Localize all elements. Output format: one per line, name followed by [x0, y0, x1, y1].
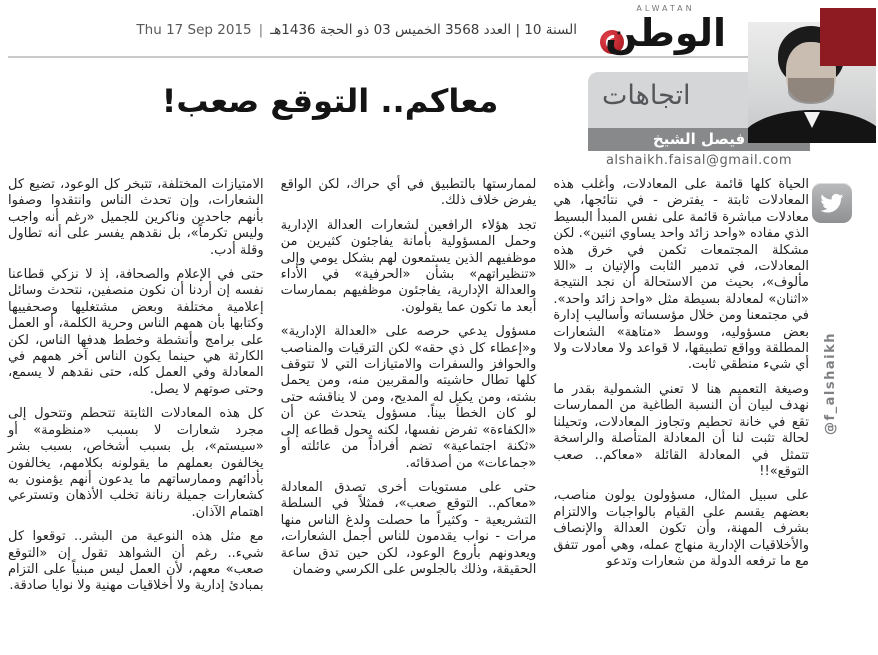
twitter-bird-icon[interactable]	[812, 183, 852, 223]
article-paragraph: وصيغة التعميم هنا لا تعني الشمولية بقدر ما نهدف لبيان أن النسبة الطاغية من الممارسات تقع في خانة تحطيم وتجاوز المعادلات، وتحيلنا لحالة تثبت لنا أن المعادلة المتأصلة والراسخة تتمثل في المعادلة القائلة «معاكم.. صعب التوقع»!!	[553, 381, 809, 479]
article-paragraph: حتى على مستويات أخرى تصدق المعادلة «معاكم.. التوقع صعب»، فمثلاً في السلطة التشريعية - وكثيراً ما حصلت ولدغ الناس منها مرات - نواب يقدمون للناس أجمل الشعارات، ويعدونهم بأروع الوعود، لكن حين تدق ساعة الحقيقة، وذلك بالجلوس على الكرسي وضمان	[280, 479, 537, 577]
section-title: اتجاهات	[602, 80, 691, 111]
author-email[interactable]: alshaikh.faisal@gmail.com	[605, 153, 793, 168]
article-title: معاكم.. التوقع صعب!	[161, 82, 499, 120]
corner-brand-block	[820, 8, 876, 66]
article-paragraph: الامتيازات المختلفة، تتبخر كل الوعود، تضيع كل الشعارات، وإن تحدث الناس وانتقدوا وصفوا بأنهم جاحدين وناكرين للجميل «رغم أنه واجب وليس تكرماً»، بل نقدهم يفسر على أنه تطاول وقلة أدب.	[7, 177, 264, 258]
article-paragraph: مع مثل هذه النوعية من البشر.. توقعوا كل شيء.. رغم أن الشواهد تقول إن «التوقع صعب» معهم، لأن العمل ليس مبنياً على التزام بمبادئ إدارية ولا أخلاقيات مهنية ولا نوايا صادقة.	[7, 529, 264, 594]
twitter-handle[interactable]: @f_alshaikh	[823, 331, 838, 435]
logo-arabic-wordmark: الوطن	[604, 11, 727, 55]
article-column-1	[553, 177, 809, 647]
article-column-3	[8, 177, 264, 647]
photo-beard-shape	[788, 78, 834, 104]
twitter-rail	[812, 183, 858, 435]
dateline-english: Thu 17 Sep 2015	[136, 22, 252, 38]
header-divider	[8, 56, 808, 58]
dateline-separator: |	[258, 22, 264, 38]
author-name: فيصل الشيخ	[652, 130, 746, 148]
article-paragraph: على سبيل المثال، مسؤولون يولون مناصب، بعضهم يقسم على القيام بالواجبات والالتزام بشرف المهنة، وأن تكون العدالة والإنصاف والأخلاقيات الإدارية منهاج عمله، وهي أمور تتفق مع ما ترفعه الدولة من شعارات وتدعو	[553, 488, 809, 569]
dateline-arabic: السنة 10 | العدد 3568 الخميس 03 ذو الحجة 1436هـ	[270, 22, 577, 38]
article-paragraph: مسؤول يدعي حرصه على «العدالة الإدارية» و«إعطاء كل ذي حقه» لكن الترقيات والمناصب والحوافز والسفرات والامتيازات التي لا تتوقف كلها تطال حاشيته والمقربين منه، ومن يحمل بشته، ومن يكيل له المديح، ومن لا يناقشه حتى لو كان الخطأ بيناً. مسؤول يتحدث عن أن «الكفاءة» تفرض نفسها، لكنه يحول قطاعه إلى «ثكنة اجتماعية» تضم أفراداً من عائلته أو «جماعات» من أصدقائه.	[280, 324, 537, 471]
article-paragraph: الحياة كلها قائمة على المعادلات، وأغلب هذه المعادلات ثابتة - يفترض - في نتائجها، هي معادلات مباشرة قائمة على نفس المبدأ البسيط الذي مفاده «واحد زائد واحد يساوي اثنين». لكن مشكلة المجتمعات تكمن في خرق هذه المعادلات، في تدمير الثابت والإتيان بـ «اللا مألوف»، بحيث من الاستحالة أن نجد النتيجة «اثنان» لمعادلة بسيطة مثل «واحد زائد واحد». في مجتمعنا ومن خلال مؤسساته وأساليب إدارة بعض مسؤوليه، ووسط «متاهة» الشعارات المطلقة وواقع تطبيقها، لا قواعد ولا معادلات ولا أي شيء منطقي ثابت.	[553, 177, 809, 373]
dateline	[85, 22, 577, 38]
article-column-2	[281, 177, 537, 647]
article-body	[8, 177, 809, 647]
article-paragraph: تجد هؤلاء الرافعين لشعارات العدالة الإدارية وحمل المسؤولية بأمانة يفاجئون كثيرين من موظفيهم الذين يستمعون لهم بشكل يومي وإلى «تنظيراتهم» بشأن «الحرفية» في الأداء والعدالة الإدارية، يفاجئون موظفيهم بممارسات أبعد ما تكون عما يقولون.	[280, 217, 537, 315]
article-paragraph: حتى في الإعلام والصحافة، إذ لا نزكي قطاعنا نفسه إن أردنا أن نكون منصفين، نتحدث وسائل إعلامية مختلفة وبعض مشتغليها وصحفييها وكتابها بأن همهم الناس وحرية الكلمة، أو العمل على برامج وأنشطة وخطط هدفها الناس، لكن الكارثة هي حينما يكون الناس آخر همهم في المعادلة وفي العمل كله، حتى نقدهم لا يسمع، وحتى صوتهم لا يصل.	[7, 267, 264, 397]
article-paragraph: كل هذه المعادلات الثابتة تتحطم وتتحول إلى مجرد شعارات لا بسبب «منظومة» أو «سيستم»، بل بسبب أشخاص، بسبب بشر يخالفون بعملهم ما يقولونه بكلامهم، يخالفون بأدائهم وممارساتهم ما يدعون أنهم يؤمنون به كشعارات جميلة رنانة تخلب الأذهان وتسترعي اهتمام الآذان.	[7, 406, 264, 520]
logo-latin-label: ALWATAN	[636, 4, 695, 13]
alwatan-logo	[598, 4, 733, 56]
article-paragraph: لممارستها بالتطبيق في أي حراك، لكن الواقع يفرض خلاف ذلك.	[280, 177, 537, 209]
photo-shirt-shape	[804, 112, 820, 128]
